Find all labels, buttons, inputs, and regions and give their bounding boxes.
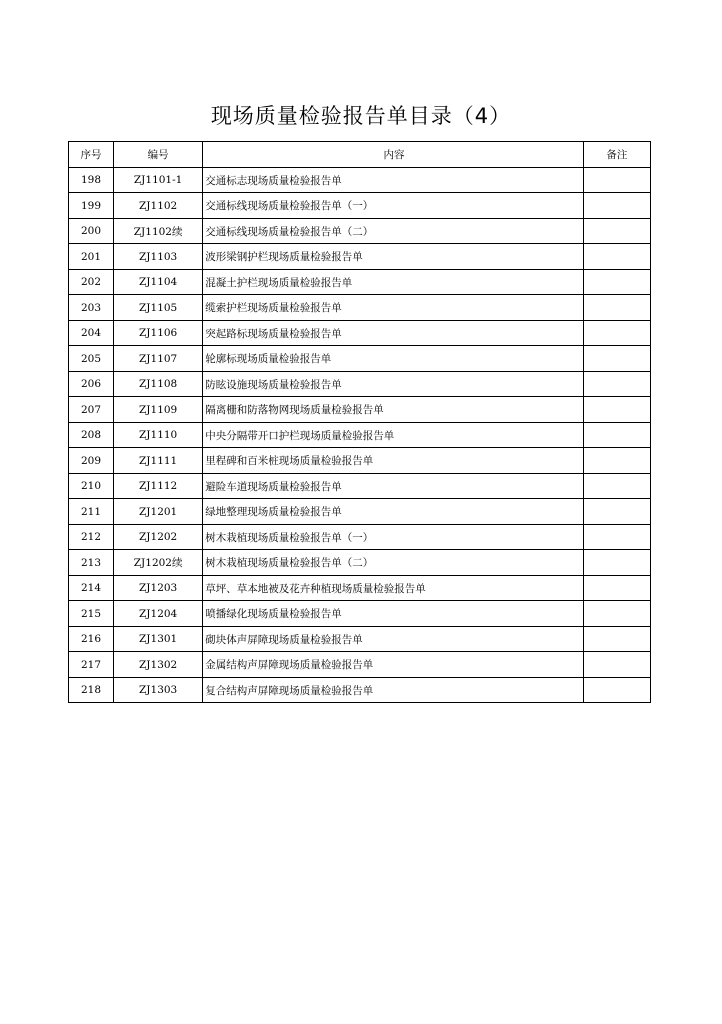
row-code: ZJ1112 (114, 474, 203, 499)
row-code: ZJ1204 (114, 601, 203, 627)
row-content: 隔离栅和防落物网现场质量检验报告单 (203, 397, 584, 423)
row-note (583, 601, 650, 627)
row-seq: 205 (69, 346, 114, 372)
row-note (583, 576, 650, 601)
row-note (583, 678, 650, 703)
table-header-row (69, 142, 651, 168)
row-note (583, 372, 650, 397)
row-content: 混凝土护栏现场质量检验报告单 (203, 270, 584, 295)
table-row (69, 678, 651, 703)
row-seq: 212 (69, 525, 114, 550)
table-row (69, 270, 651, 295)
row-note (583, 270, 650, 295)
row-seq: 201 (69, 244, 114, 270)
table-row (69, 499, 651, 525)
row-code: ZJ1111 (114, 448, 203, 474)
row-content: 中央分隔带开口护栏现场质量检验报告单 (203, 423, 584, 448)
table-row (69, 168, 651, 193)
row-seq: 208 (69, 423, 114, 448)
row-code: ZJ1301 (114, 627, 203, 652)
row-seq: 202 (69, 270, 114, 295)
row-code: ZJ1108 (114, 372, 203, 397)
row-code: ZJ1302 (114, 652, 203, 678)
row-code: ZJ1110 (114, 423, 203, 448)
row-note (583, 244, 650, 270)
row-content: 避险车道现场质量检验报告单 (203, 474, 584, 499)
table-row (69, 321, 651, 346)
row-seq: 216 (69, 627, 114, 652)
row-seq: 200 (69, 219, 114, 244)
row-seq: 198 (69, 168, 114, 193)
column-header-code: 编号 (114, 142, 203, 168)
row-code: ZJ1106 (114, 321, 203, 346)
table-row (69, 397, 651, 423)
row-note (583, 525, 650, 550)
table-row (69, 448, 651, 474)
row-code: ZJ1202续 (114, 550, 203, 576)
row-content: 波形梁钢护栏现场质量检验报告单 (203, 244, 584, 270)
row-content: 复合结构声屏障现场质量检验报告单 (203, 678, 584, 703)
row-note (583, 321, 650, 346)
row-seq: 213 (69, 550, 114, 576)
row-code: ZJ1303 (114, 678, 203, 703)
row-code: ZJ1107 (114, 346, 203, 372)
row-note (583, 550, 650, 576)
row-note (583, 627, 650, 652)
row-note (583, 219, 650, 244)
row-code: ZJ1102续 (114, 219, 203, 244)
row-note (583, 295, 650, 321)
row-seq: 210 (69, 474, 114, 499)
row-note (583, 397, 650, 423)
row-content: 砌块体声屏障现场质量检验报告单 (203, 627, 584, 652)
row-seq: 209 (69, 448, 114, 474)
row-code: ZJ1103 (114, 244, 203, 270)
row-seq: 217 (69, 652, 114, 678)
row-code: ZJ1201 (114, 499, 203, 525)
row-content: 缆索护栏现场质量检验报告单 (203, 295, 584, 321)
column-header-note: 备注 (583, 142, 650, 168)
row-content: 里程碑和百米桩现场质量检验报告单 (203, 448, 584, 474)
table-row (69, 550, 651, 576)
row-content: 交通标线现场质量检验报告单（二） (203, 219, 584, 244)
row-note (583, 346, 650, 372)
row-content: 绿地整理现场质量检验报告单 (203, 499, 584, 525)
table-row (69, 372, 651, 397)
row-content: 金属结构声屏障现场质量检验报告单 (203, 652, 584, 678)
table-row (69, 652, 651, 678)
row-code: ZJ1202 (114, 525, 203, 550)
table-row (69, 219, 651, 244)
table-row (69, 576, 651, 601)
directory-table (68, 141, 651, 703)
row-seq: 203 (69, 295, 114, 321)
row-content: 突起路标现场质量检验报告单 (203, 321, 584, 346)
row-note (583, 168, 650, 193)
row-content: 轮廓标现场质量检验报告单 (203, 346, 584, 372)
table-row (69, 346, 651, 372)
table-row (69, 295, 651, 321)
table-row (69, 627, 651, 652)
row-seq: 206 (69, 372, 114, 397)
row-content: 树木栽植现场质量检验报告单（一） (203, 525, 584, 550)
row-note (583, 652, 650, 678)
row-code: ZJ1101-1 (114, 168, 203, 193)
row-content: 交通标志现场质量检验报告单 (203, 168, 584, 193)
row-code: ZJ1104 (114, 270, 203, 295)
row-seq: 211 (69, 499, 114, 525)
row-code: ZJ1203 (114, 576, 203, 601)
column-header-seq: 序号 (69, 142, 114, 168)
row-note (583, 499, 650, 525)
table-row (69, 525, 651, 550)
row-content: 树木栽植现场质量检验报告单（二） (203, 550, 584, 576)
row-seq: 214 (69, 576, 114, 601)
row-seq: 207 (69, 397, 114, 423)
row-content: 喷播绿化现场质量检验报告单 (203, 601, 584, 627)
row-seq: 218 (69, 678, 114, 703)
column-header-content: 内容 (203, 142, 584, 168)
row-seq: 204 (69, 321, 114, 346)
row-seq: 199 (69, 193, 114, 219)
table-row (69, 601, 651, 627)
table-row (69, 193, 651, 219)
row-note (583, 474, 650, 499)
table-row (69, 474, 651, 499)
row-note (583, 423, 650, 448)
row-code: ZJ1105 (114, 295, 203, 321)
page-title: 现场质量检验报告单目录（4） (210, 104, 512, 128)
row-content: 草坪、草本地被及花卉种植现场质量检验报告单 (203, 576, 584, 601)
row-content: 防眩设施现场质量检验报告单 (203, 372, 584, 397)
row-seq: 215 (69, 601, 114, 627)
table-row (69, 423, 651, 448)
row-note (583, 448, 650, 474)
table-body (69, 168, 651, 703)
row-content: 交通标线现场质量检验报告单（一） (203, 193, 584, 219)
table-row (69, 244, 651, 270)
row-code: ZJ1109 (114, 397, 203, 423)
row-code: ZJ1102 (114, 193, 203, 219)
row-note (583, 193, 650, 219)
